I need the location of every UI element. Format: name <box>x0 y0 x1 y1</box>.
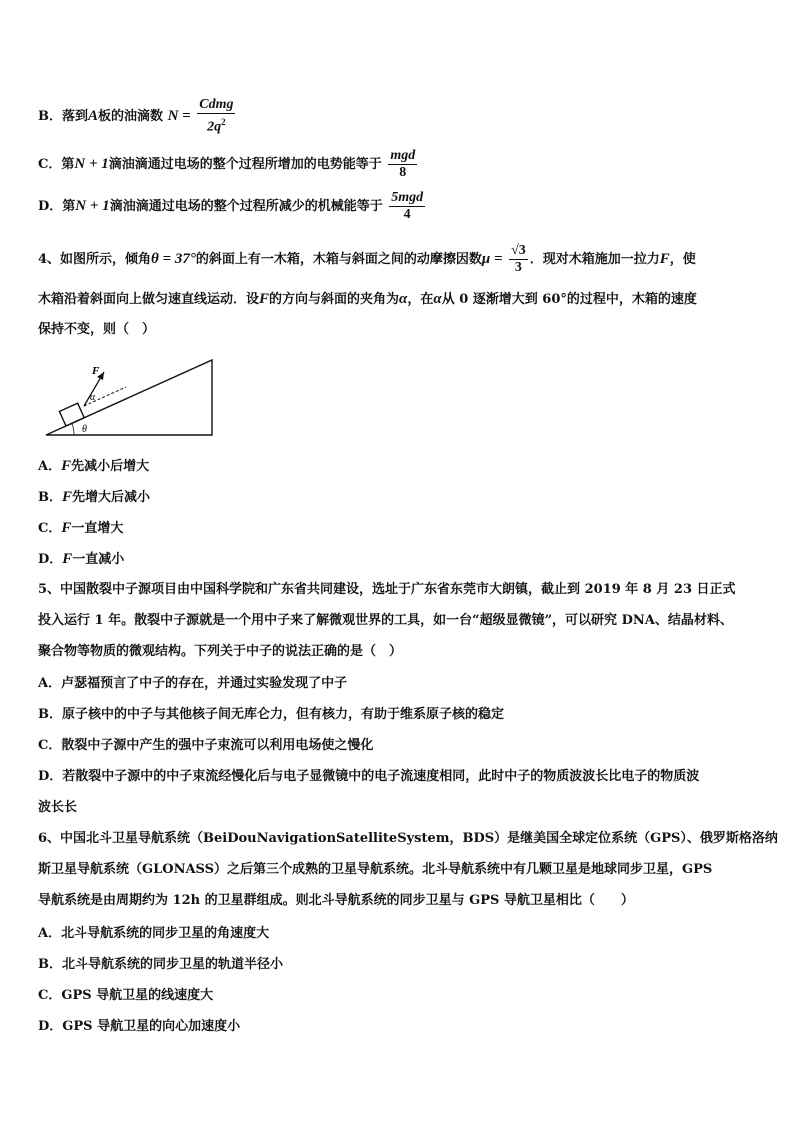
q6-line-1: 6、中国北斗卫星导航系统（BeiDouNavigationSatelliteSystem，BDS）是继美国全球定位系统（GPS）、俄罗斯格洛纳 <box>38 831 778 846</box>
fraction-numerator: 5mgd <box>391 190 424 205</box>
force-symbol: F <box>659 251 670 267</box>
q4-text: 木箱沿着斜面向上做匀速直线运动．设 <box>38 292 260 307</box>
option-text-suffix: 板的油滴数 <box>98 108 164 124</box>
q4-text: ，使 <box>669 252 696 267</box>
q5-line-2: 投入运行 1 年。散裂中子源就是一个用中子来了解微观世界的工具，如一台“超级显微镜”，可以研究 DNA、结晶材料、 <box>38 613 733 628</box>
figure-label-f: F <box>92 365 100 377</box>
option-text: 滴油滴通过电场的整个过程所减少的机械能等于 <box>109 199 383 214</box>
fraction-numerator: mgd <box>390 148 416 163</box>
q5-line-3: 聚合物等物质的微观结构。下列关于中子的说法正确的是（ ） <box>38 644 403 659</box>
alpha-symbol: α <box>433 291 442 307</box>
option-label: A． <box>38 459 62 474</box>
q4-text: 的斜面上有一木箱，木箱与斜面之间的动摩擦因数 <box>195 252 482 267</box>
figure-label-alpha: α <box>90 392 96 403</box>
q4-text: 4、如图所示，倾角 <box>38 252 152 267</box>
fraction-droplet-count <box>197 97 235 136</box>
fraction-denominator: 3 <box>514 260 522 275</box>
option-text: 先减小后增大 <box>71 459 150 474</box>
q4-text: ．现对木箱施加一拉力 <box>529 252 660 267</box>
q4-text: ，在 <box>407 292 434 307</box>
fraction-numerator: √3 <box>511 243 526 258</box>
option-d-prev <box>38 190 756 223</box>
q6-option-a[interactable]: A．北斗导航系统的同步卫星的角速度大 <box>38 926 270 941</box>
fraction-potential-energy <box>388 148 417 181</box>
fraction-numerator: Cdmg <box>199 97 234 112</box>
q4-line-1 <box>38 243 756 276</box>
fraction-denominator: 4 <box>403 207 411 222</box>
q6-line-2: 斯卫星导航系统（GLONASS）之后第三个成熟的卫星导航系统。北斗导航系统中有几颗卫星是地球同步卫星，GPS <box>38 862 713 877</box>
q4-option-c[interactable] <box>38 518 756 539</box>
force-symbol: F <box>62 551 73 567</box>
option-label: C． <box>38 157 62 172</box>
q5-option-c[interactable]: C．散裂中子源中产生的强中子束流可以利用电场使之慢化 <box>38 738 374 753</box>
q4-text: 保持不变，则（ ） <box>38 322 156 337</box>
denominator-exponent: 2 <box>221 117 226 127</box>
option-label: D． <box>38 552 63 567</box>
option-label: D． <box>38 199 63 214</box>
fraction-mechanical-energy <box>389 190 425 223</box>
option-c-prev <box>38 148 756 181</box>
option-prefix: 第 <box>61 157 75 172</box>
alpha-symbol: α <box>399 291 408 307</box>
option-label: B． <box>38 490 62 505</box>
n-plus-one: N + 1 <box>74 156 109 172</box>
q5-option-a[interactable]: A．卢瑟福预言了中子的存在，并通过实验发现了中子 <box>38 676 348 691</box>
q4-text: 的方向与斜面的夹角为 <box>269 292 400 307</box>
fraction-mu <box>509 243 528 276</box>
fraction-denominator <box>197 114 235 136</box>
option-text: 先增大后减小 <box>72 490 151 505</box>
mu-symbol: μ = <box>481 251 503 267</box>
fraction-denominator: 8 <box>399 165 407 180</box>
force-symbol: F <box>62 489 73 505</box>
option-prefix: 第 <box>62 199 76 214</box>
q6-option-c[interactable]: C．GPS 导航卫星的线速度大 <box>38 988 214 1003</box>
q5-option-d[interactable]: D．若散裂中子源中的中子束流经慢化后与电子显微镜中的电子流速度相同，此时中子的物质波波长比电子的物质波 <box>38 769 700 784</box>
q6-option-d[interactable]: D．GPS 导航卫星的向心加速度小 <box>38 1019 241 1034</box>
option-text: 一直增大 <box>71 521 124 536</box>
incline-figure <box>44 356 216 438</box>
force-symbol: F <box>61 520 72 536</box>
q4-text: 从 0 逐渐增大到 60°的过程中，木箱的速度 <box>441 292 697 307</box>
option-label: B． <box>38 108 62 124</box>
n-plus-one: N + 1 <box>75 198 110 214</box>
q5-line-1: 5、中国散裂中子源项目由中国科学院和广东省共同建设，选址于广东省东莞市大朗镇，截止到 2019 年 8 月 23 日正式 <box>38 582 736 597</box>
denominator-base: 2q <box>207 119 222 135</box>
q4-line-3 <box>38 320 756 340</box>
theta-arc <box>72 424 74 435</box>
option-b-prev <box>38 97 756 136</box>
theta-value: θ = 37° <box>151 251 196 267</box>
option-text: 一直减小 <box>72 552 125 567</box>
q6-line-3: 导航系统是由周期约为 12h 的卫星群组成。则北斗导航系统的同步卫星与 GPS 导航卫星相比（ ） <box>38 893 634 908</box>
q4-option-a[interactable] <box>38 456 756 477</box>
force-symbol: F <box>61 458 72 474</box>
q5-option-d-cont: 波长长 <box>38 800 78 815</box>
q6-option-b[interactable]: B．北斗导航系统的同步卫星的轨道半径小 <box>38 957 283 972</box>
plate-symbol: A <box>88 107 99 124</box>
option-text: 落到 <box>62 108 89 124</box>
q4-line-2 <box>38 289 756 310</box>
option-label: C． <box>38 521 62 536</box>
q4-option-b[interactable] <box>38 487 756 508</box>
equation-lhs: N = <box>167 107 191 124</box>
force-symbol: F <box>259 291 270 307</box>
option-text: 滴油滴通过电场的整个过程所增加的电势能等于 <box>108 157 382 172</box>
figure-label-theta: θ <box>82 424 87 435</box>
q5-option-b[interactable]: B．原子核中的中子与其他核子间无库仑力，但有核力，有助于维系原子核的稳定 <box>38 707 504 722</box>
q4-option-d[interactable] <box>38 549 756 570</box>
